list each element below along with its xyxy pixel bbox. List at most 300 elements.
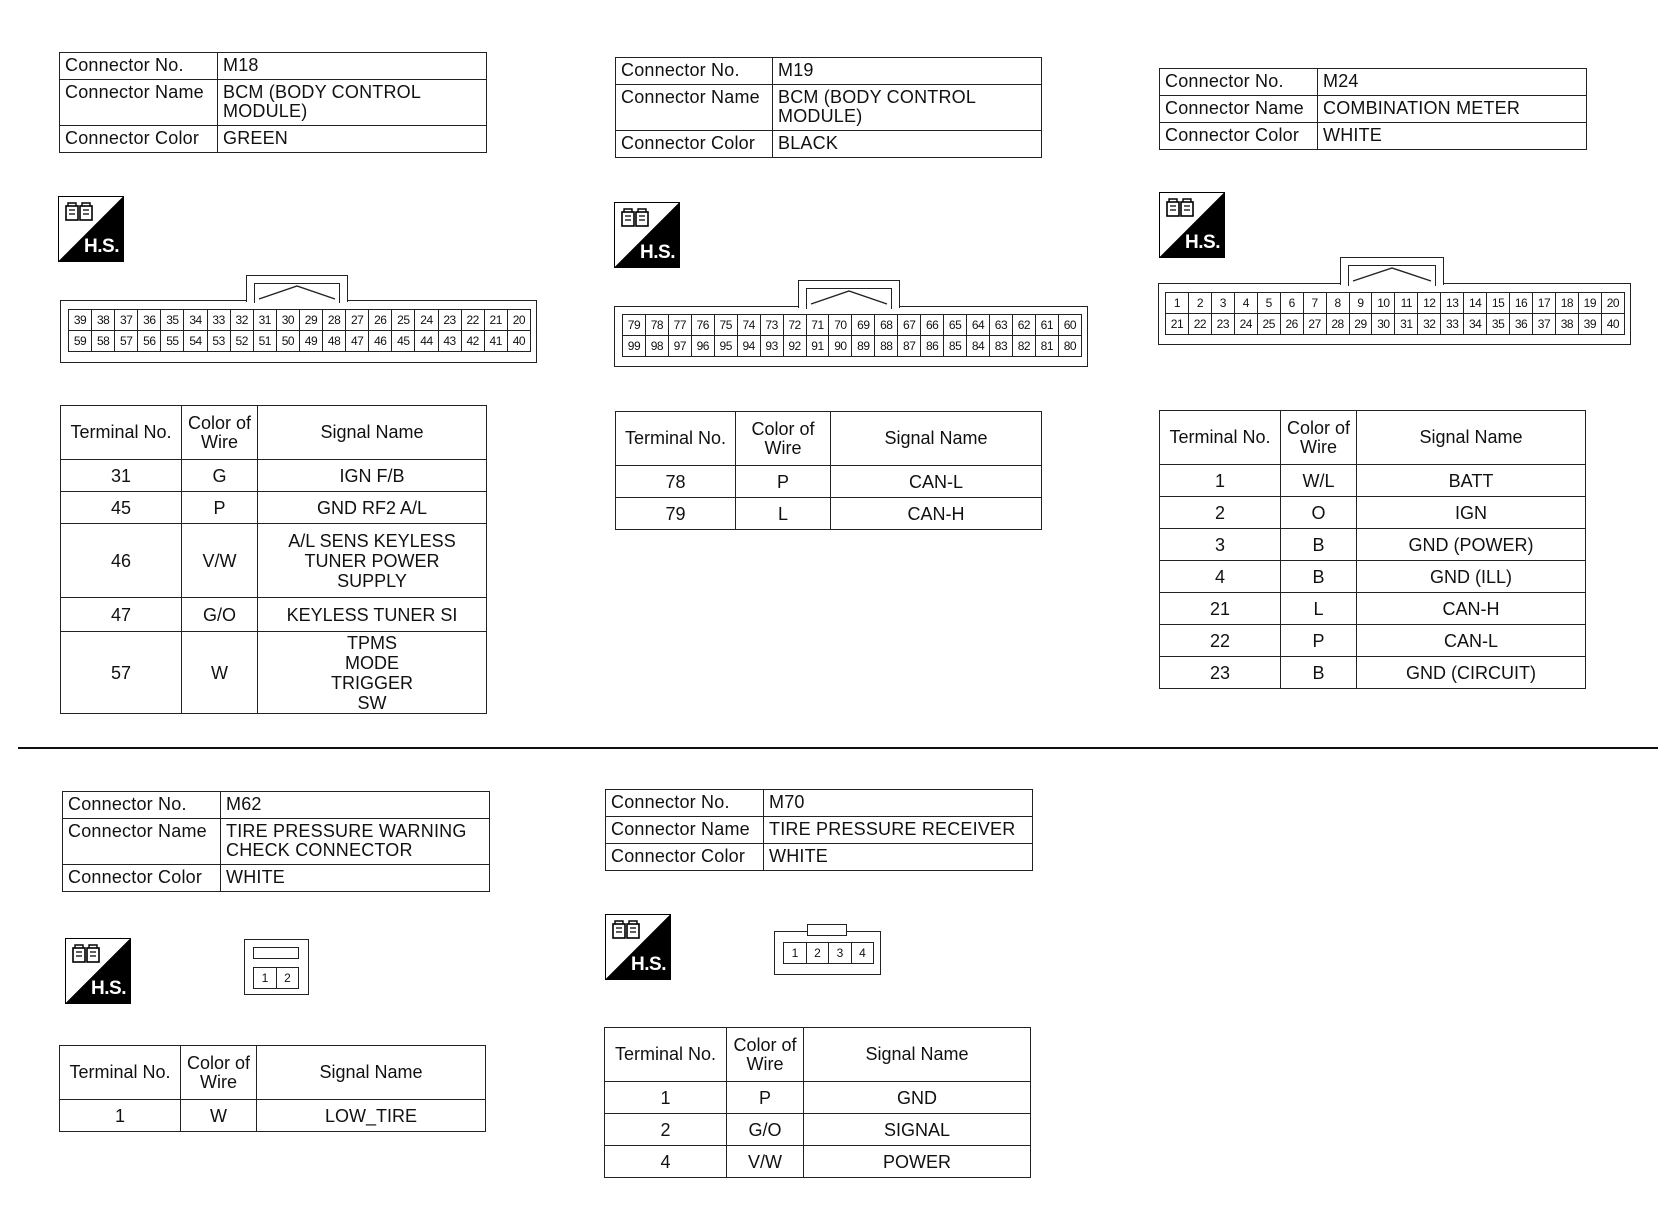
wire-color: P bbox=[727, 1082, 804, 1114]
pin-row bbox=[1166, 293, 1625, 314]
wire-color-header: Color of Wire bbox=[181, 1046, 257, 1100]
signal-name: GND RF2 A/L bbox=[258, 492, 487, 524]
pin-cell: 96 bbox=[691, 336, 714, 357]
wire-color: W/L bbox=[1281, 465, 1357, 497]
signal-name: GND (POWER) bbox=[1357, 529, 1586, 561]
terminal-no: 78 bbox=[616, 466, 736, 498]
connector-name-label: Connector Name bbox=[63, 819, 221, 865]
table-row bbox=[616, 498, 1042, 530]
terminal-no: 4 bbox=[1160, 561, 1281, 593]
terminal-no: 22 bbox=[1160, 625, 1281, 657]
pin-cell: 21 bbox=[1166, 314, 1189, 335]
connector-name-value: COMBINATION METER bbox=[1318, 96, 1587, 123]
terminal-table-m70 bbox=[604, 1027, 1031, 1178]
table-row bbox=[61, 524, 487, 598]
pin-cell: 92 bbox=[783, 336, 806, 357]
pin-cell: 51 bbox=[253, 331, 276, 352]
pin-cell: 25 bbox=[392, 310, 415, 331]
terminal-no-header: Terminal No. bbox=[616, 412, 736, 466]
pin-cell: 30 bbox=[1372, 314, 1395, 335]
connector-no-value: M19 bbox=[773, 58, 1042, 85]
hs-label: H.S. bbox=[84, 236, 119, 257]
signal-name: BATT bbox=[1357, 465, 1586, 497]
table-row bbox=[1160, 561, 1586, 593]
connector-face-m62 bbox=[244, 939, 309, 995]
connector-no-row bbox=[1160, 69, 1587, 96]
pin-cell: 40 bbox=[1601, 314, 1624, 335]
pin-cell: 47 bbox=[346, 331, 369, 352]
pin-cell: 26 bbox=[369, 310, 392, 331]
pin-cell: 48 bbox=[323, 331, 346, 352]
connector-color-row bbox=[606, 844, 1033, 871]
wire-color: P bbox=[182, 492, 258, 524]
pin-cell: 76 bbox=[691, 315, 714, 336]
connector-no-value: M70 bbox=[764, 790, 1033, 817]
pin-cell: 36 bbox=[138, 310, 161, 331]
pin-grid bbox=[68, 309, 531, 352]
signal-name: IGN bbox=[1357, 497, 1586, 529]
table-row bbox=[605, 1114, 1031, 1146]
pin-cell: 55 bbox=[161, 331, 184, 352]
wire-color: G/O bbox=[727, 1114, 804, 1146]
connector-info-m24 bbox=[1159, 68, 1587, 150]
signal-name: CAN-H bbox=[831, 498, 1042, 530]
pin-cell: 41 bbox=[484, 331, 507, 352]
connector-name-value: TIRE PRESSURE WARNING CHECK CONNECTOR bbox=[221, 819, 490, 865]
wire-color: W bbox=[182, 632, 258, 714]
terminal-table-header bbox=[60, 1046, 486, 1100]
pin-cell: 52 bbox=[230, 331, 253, 352]
terminal-table-m24 bbox=[1159, 410, 1586, 689]
pin-cell: 21 bbox=[484, 310, 507, 331]
pin-cell: 97 bbox=[668, 336, 691, 357]
pin-cell: 39 bbox=[69, 310, 92, 331]
pin-cell: 35 bbox=[161, 310, 184, 331]
hs-label: H.S. bbox=[1185, 232, 1220, 253]
connector-name-value: BCM (BODY CONTROL MODULE) bbox=[773, 85, 1042, 131]
connector-no-label: Connector No. bbox=[606, 790, 764, 817]
pin-cell: 99 bbox=[623, 336, 646, 357]
pin-cell: 69 bbox=[852, 315, 875, 336]
pin-row bbox=[69, 310, 531, 331]
connector-no-label: Connector No. bbox=[60, 53, 218, 80]
harness-side-badge-m70 bbox=[605, 914, 671, 980]
pin-cell: 82 bbox=[1012, 336, 1035, 357]
connector-info-m18 bbox=[59, 52, 487, 153]
pin-row bbox=[254, 968, 299, 989]
pin-cell: 31 bbox=[1395, 314, 1418, 335]
pin-cell: 65 bbox=[944, 315, 967, 336]
connector-no-label: Connector No. bbox=[1160, 69, 1318, 96]
wire-color-header: Color of Wire bbox=[1281, 411, 1357, 465]
terminal-no: 21 bbox=[1160, 593, 1281, 625]
connector-color-value: WHITE bbox=[1318, 123, 1587, 150]
pin-cell: 45 bbox=[392, 331, 415, 352]
hs-label: H.S. bbox=[91, 978, 126, 999]
pin-cell: 40 bbox=[507, 331, 530, 352]
pin-cell: 34 bbox=[1464, 314, 1487, 335]
pin-grid bbox=[622, 314, 1082, 357]
pin-cell: 43 bbox=[438, 331, 461, 352]
pin-cell: 29 bbox=[1349, 314, 1372, 335]
table-row bbox=[61, 632, 487, 714]
pin-cell: 70 bbox=[829, 315, 852, 336]
pin-cell: 95 bbox=[714, 336, 737, 357]
pin-cell: 7 bbox=[1303, 293, 1326, 314]
pin-cell: 66 bbox=[921, 315, 944, 336]
pin-cell: 98 bbox=[645, 336, 668, 357]
terminal-table-m18 bbox=[60, 405, 487, 714]
signal-name-header: Signal Name bbox=[1357, 411, 1586, 465]
connector-color-row bbox=[1160, 123, 1587, 150]
terminal-table-header bbox=[1160, 411, 1586, 465]
connector-no-label: Connector No. bbox=[63, 792, 221, 819]
connector-icon bbox=[65, 202, 95, 226]
signal-name: GND bbox=[804, 1082, 1031, 1114]
wire-color: P bbox=[736, 466, 831, 498]
pin-cell: 57 bbox=[115, 331, 138, 352]
connector-lock bbox=[1340, 257, 1444, 285]
pin-cell: 49 bbox=[299, 331, 322, 352]
pin-cell: 87 bbox=[898, 336, 921, 357]
pin-cell: 25 bbox=[1257, 314, 1280, 335]
connector-lock bbox=[798, 280, 900, 308]
signal-name-header: Signal Name bbox=[257, 1046, 486, 1100]
pin-grid-body bbox=[254, 968, 299, 989]
signal-name: KEYLESS TUNER SI bbox=[258, 598, 487, 632]
connector-face-m70 bbox=[774, 931, 881, 975]
signal-name: GND (ILL) bbox=[1357, 561, 1586, 593]
pin-cell: 42 bbox=[461, 331, 484, 352]
pin-cell: 2 bbox=[1188, 293, 1211, 314]
connector-no-value: M18 bbox=[218, 53, 487, 80]
signal-name: CAN-L bbox=[831, 466, 1042, 498]
terminal-table-m19 bbox=[615, 411, 1042, 530]
pin-cell: 77 bbox=[668, 315, 691, 336]
connector-color-row bbox=[616, 131, 1042, 158]
pin-cell: 18 bbox=[1555, 293, 1578, 314]
pin-cell: 85 bbox=[944, 336, 967, 357]
pin-cell: 4 bbox=[851, 943, 874, 964]
pin-cell: 2 bbox=[276, 968, 299, 989]
pin-grid-body bbox=[69, 310, 531, 352]
wire-color: O bbox=[1281, 497, 1357, 529]
pin-cell: 44 bbox=[415, 331, 438, 352]
signal-name: GND (CIRCUIT) bbox=[1357, 657, 1586, 689]
pin-cell: 26 bbox=[1280, 314, 1303, 335]
wire-color: B bbox=[1281, 561, 1357, 593]
pin-cell: 9 bbox=[1349, 293, 1372, 314]
wire-color-header: Color of Wire bbox=[736, 412, 831, 466]
table-row bbox=[1160, 529, 1586, 561]
pin-cell: 86 bbox=[921, 336, 944, 357]
pin-cell: 4 bbox=[1234, 293, 1257, 314]
pin-cell: 31 bbox=[253, 310, 276, 331]
terminal-no: 57 bbox=[61, 632, 182, 714]
terminal-no: 2 bbox=[1160, 497, 1281, 529]
terminal-no-header: Terminal No. bbox=[1160, 411, 1281, 465]
pin-grid-body bbox=[784, 943, 874, 964]
terminal-no-header: Terminal No. bbox=[605, 1028, 727, 1082]
pin-cell: 90 bbox=[829, 336, 852, 357]
wire-color: B bbox=[1281, 657, 1357, 689]
pin-cell: 15 bbox=[1487, 293, 1510, 314]
pin-cell: 74 bbox=[737, 315, 760, 336]
terminal-no: 1 bbox=[60, 1100, 181, 1132]
table-row bbox=[1160, 593, 1586, 625]
pin-cell: 32 bbox=[1418, 314, 1441, 335]
terminal-table-header bbox=[61, 406, 487, 460]
terminal-no: 23 bbox=[1160, 657, 1281, 689]
pin-cell: 20 bbox=[1601, 293, 1624, 314]
wire-color: W bbox=[181, 1100, 257, 1132]
terminal-no: 45 bbox=[61, 492, 182, 524]
wire-color: B bbox=[1281, 529, 1357, 561]
wire-color: V/W bbox=[727, 1146, 804, 1178]
connector-color-label: Connector Color bbox=[1160, 123, 1318, 150]
section-divider bbox=[18, 747, 1658, 749]
pin-cell: 13 bbox=[1441, 293, 1464, 314]
wire-color: G bbox=[182, 460, 258, 492]
connector-name-label: Connector Name bbox=[60, 80, 218, 126]
table-row bbox=[1160, 465, 1586, 497]
pin-cell: 8 bbox=[1326, 293, 1349, 314]
signal-name: CAN-L bbox=[1357, 625, 1586, 657]
terminal-table-header bbox=[616, 412, 1042, 466]
connector-name-row bbox=[606, 817, 1033, 844]
connector-icon bbox=[621, 208, 651, 232]
signal-name: CAN-H bbox=[1357, 593, 1586, 625]
signal-name: SIGNAL bbox=[804, 1114, 1031, 1146]
signal-name-header: Signal Name bbox=[258, 406, 487, 460]
terminal-no: 46 bbox=[61, 524, 182, 598]
pin-cell: 75 bbox=[714, 315, 737, 336]
signal-name: LOW_TIRE bbox=[257, 1100, 486, 1132]
pin-cell: 46 bbox=[369, 331, 392, 352]
pin-cell: 3 bbox=[829, 943, 852, 964]
connector-no-value: M62 bbox=[221, 792, 490, 819]
connector-lock bbox=[807, 924, 847, 936]
pin-cell: 28 bbox=[323, 310, 346, 331]
pin-cell: 89 bbox=[852, 336, 875, 357]
connector-name-value: BCM (BODY CONTROL MODULE) bbox=[218, 80, 487, 126]
hs-label: H.S. bbox=[640, 242, 675, 263]
pin-cell: 79 bbox=[623, 315, 646, 336]
pin-cell: 17 bbox=[1533, 293, 1556, 314]
pin-cell: 1 bbox=[1166, 293, 1189, 314]
pin-cell: 80 bbox=[1058, 336, 1081, 357]
hs-label: H.S. bbox=[631, 954, 666, 975]
connector-name-row bbox=[1160, 96, 1587, 123]
pin-cell: 56 bbox=[138, 331, 161, 352]
terminal-no: 1 bbox=[605, 1082, 727, 1114]
pin-cell: 33 bbox=[1441, 314, 1464, 335]
wire-color: G/O bbox=[182, 598, 258, 632]
signal-name: A/L SENS KEYLESS TUNER POWER SUPPLY bbox=[258, 524, 487, 598]
lock-latch-shape bbox=[809, 289, 889, 305]
wire-color-header: Color of Wire bbox=[182, 406, 258, 460]
harness-side-badge-m19 bbox=[614, 202, 680, 268]
connector-color-value: BLACK bbox=[773, 131, 1042, 158]
pin-cell: 50 bbox=[276, 331, 299, 352]
terminal-no: 47 bbox=[61, 598, 182, 632]
pin-cell: 53 bbox=[207, 331, 230, 352]
terminal-table-m62 bbox=[59, 1045, 486, 1132]
pin-cell: 11 bbox=[1395, 293, 1418, 314]
connector-no-row bbox=[60, 53, 487, 80]
connector-no-row bbox=[63, 792, 490, 819]
lock-latch-shape bbox=[1351, 266, 1433, 282]
pin-cell: 68 bbox=[875, 315, 898, 336]
pin-cell: 27 bbox=[346, 310, 369, 331]
terminal-no: 1 bbox=[1160, 465, 1281, 497]
connector-no-row bbox=[616, 58, 1042, 85]
pin-cell: 24 bbox=[1234, 314, 1257, 335]
connector-color-row bbox=[63, 865, 490, 892]
connector-lock bbox=[253, 947, 299, 959]
harness-side-badge-m62 bbox=[65, 938, 131, 1004]
connector-face-m19 bbox=[614, 306, 1088, 367]
pin-cell: 67 bbox=[898, 315, 921, 336]
pin-grid-body bbox=[1166, 293, 1625, 335]
pin-cell: 19 bbox=[1578, 293, 1601, 314]
harness-side-badge-m24 bbox=[1159, 192, 1225, 258]
pin-cell: 36 bbox=[1510, 314, 1533, 335]
pin-cell: 20 bbox=[507, 310, 530, 331]
pin-cell: 72 bbox=[783, 315, 806, 336]
wire-color: V/W bbox=[182, 524, 258, 598]
pin-cell: 58 bbox=[92, 331, 115, 352]
connector-no-label: Connector No. bbox=[616, 58, 773, 85]
table-row bbox=[61, 460, 487, 492]
pin-cell: 32 bbox=[230, 310, 253, 331]
pin-cell: 37 bbox=[1533, 314, 1556, 335]
pin-cell: 78 bbox=[645, 315, 668, 336]
connector-name-label: Connector Name bbox=[616, 85, 773, 131]
terminal-no-header: Terminal No. bbox=[61, 406, 182, 460]
pin-cell: 24 bbox=[415, 310, 438, 331]
pin-cell: 91 bbox=[806, 336, 829, 357]
pin-grid bbox=[783, 942, 874, 964]
pin-grid bbox=[1165, 292, 1625, 335]
connector-name-row bbox=[60, 80, 487, 126]
harness-side-badge-m18 bbox=[58, 196, 124, 262]
pin-cell: 22 bbox=[461, 310, 484, 331]
pin-cell: 23 bbox=[1211, 314, 1234, 335]
pin-cell: 10 bbox=[1372, 293, 1395, 314]
pin-cell: 62 bbox=[1012, 315, 1035, 336]
connector-name-row bbox=[616, 85, 1042, 131]
pin-cell: 16 bbox=[1510, 293, 1533, 314]
pin-row bbox=[623, 315, 1082, 336]
pin-cell: 33 bbox=[207, 310, 230, 331]
table-row bbox=[1160, 497, 1586, 529]
terminal-no: 3 bbox=[1160, 529, 1281, 561]
pin-cell: 28 bbox=[1326, 314, 1349, 335]
connector-color-row bbox=[60, 126, 487, 153]
pin-cell: 5 bbox=[1257, 293, 1280, 314]
pin-cell: 88 bbox=[875, 336, 898, 357]
pin-cell: 61 bbox=[1035, 315, 1058, 336]
wire-color: L bbox=[736, 498, 831, 530]
pin-cell: 3 bbox=[1211, 293, 1234, 314]
pin-cell: 6 bbox=[1280, 293, 1303, 314]
connector-color-label: Connector Color bbox=[63, 865, 221, 892]
pin-row bbox=[784, 943, 874, 964]
terminal-no: 31 bbox=[61, 460, 182, 492]
pin-cell: 1 bbox=[784, 943, 807, 964]
signal-name-header: Signal Name bbox=[804, 1028, 1031, 1082]
terminal-no: 4 bbox=[605, 1146, 727, 1178]
connector-info-m70 bbox=[605, 789, 1033, 871]
terminal-no-header: Terminal No. bbox=[60, 1046, 181, 1100]
pin-grid bbox=[253, 967, 299, 989]
wire-color: L bbox=[1281, 593, 1357, 625]
connector-color-value: GREEN bbox=[218, 126, 487, 153]
connector-info-m19 bbox=[615, 57, 1042, 158]
pin-row bbox=[1166, 314, 1625, 335]
table-row bbox=[605, 1146, 1031, 1178]
wire-color-header: Color of Wire bbox=[727, 1028, 804, 1082]
pin-cell: 34 bbox=[184, 310, 207, 331]
pin-cell: 14 bbox=[1464, 293, 1487, 314]
table-row bbox=[1160, 657, 1586, 689]
pin-grid-body bbox=[623, 315, 1082, 357]
connector-color-label: Connector Color bbox=[606, 844, 764, 871]
connector-no-value: M24 bbox=[1318, 69, 1587, 96]
pin-cell: 35 bbox=[1487, 314, 1510, 335]
terminal-no: 79 bbox=[616, 498, 736, 530]
pin-row bbox=[69, 331, 531, 352]
table-row bbox=[61, 598, 487, 632]
pin-cell: 12 bbox=[1418, 293, 1441, 314]
table-row bbox=[60, 1100, 486, 1132]
connector-face-m24 bbox=[1158, 283, 1631, 345]
signal-name-header: Signal Name bbox=[831, 412, 1042, 466]
pin-cell: 81 bbox=[1035, 336, 1058, 357]
wire-color: P bbox=[1281, 625, 1357, 657]
pin-cell: 27 bbox=[1303, 314, 1326, 335]
connector-lock bbox=[246, 275, 348, 302]
connector-name-row bbox=[63, 819, 490, 865]
connector-name-value: TIRE PRESSURE RECEIVER bbox=[764, 817, 1033, 844]
table-row bbox=[605, 1082, 1031, 1114]
table-row bbox=[616, 466, 1042, 498]
pin-cell: 39 bbox=[1578, 314, 1601, 335]
pin-cell: 83 bbox=[990, 336, 1013, 357]
pin-cell: 84 bbox=[967, 336, 990, 357]
pin-cell: 1 bbox=[254, 968, 277, 989]
connector-no-row bbox=[606, 790, 1033, 817]
pin-cell: 93 bbox=[760, 336, 783, 357]
pin-cell: 29 bbox=[299, 310, 322, 331]
pin-cell: 30 bbox=[276, 310, 299, 331]
pin-cell: 59 bbox=[69, 331, 92, 352]
connector-face-m18 bbox=[60, 300, 537, 363]
connector-info-m62 bbox=[62, 791, 490, 892]
signal-name: POWER bbox=[804, 1146, 1031, 1178]
pin-row bbox=[623, 336, 1082, 357]
lock-latch-shape bbox=[257, 284, 337, 300]
connector-icon bbox=[1166, 198, 1196, 222]
pin-cell: 38 bbox=[92, 310, 115, 331]
connector-color-value: WHITE bbox=[764, 844, 1033, 871]
pin-cell: 64 bbox=[967, 315, 990, 336]
signal-name: IGN F/B bbox=[258, 460, 487, 492]
pin-cell: 73 bbox=[760, 315, 783, 336]
terminal-table-header bbox=[605, 1028, 1031, 1082]
pin-cell: 37 bbox=[115, 310, 138, 331]
